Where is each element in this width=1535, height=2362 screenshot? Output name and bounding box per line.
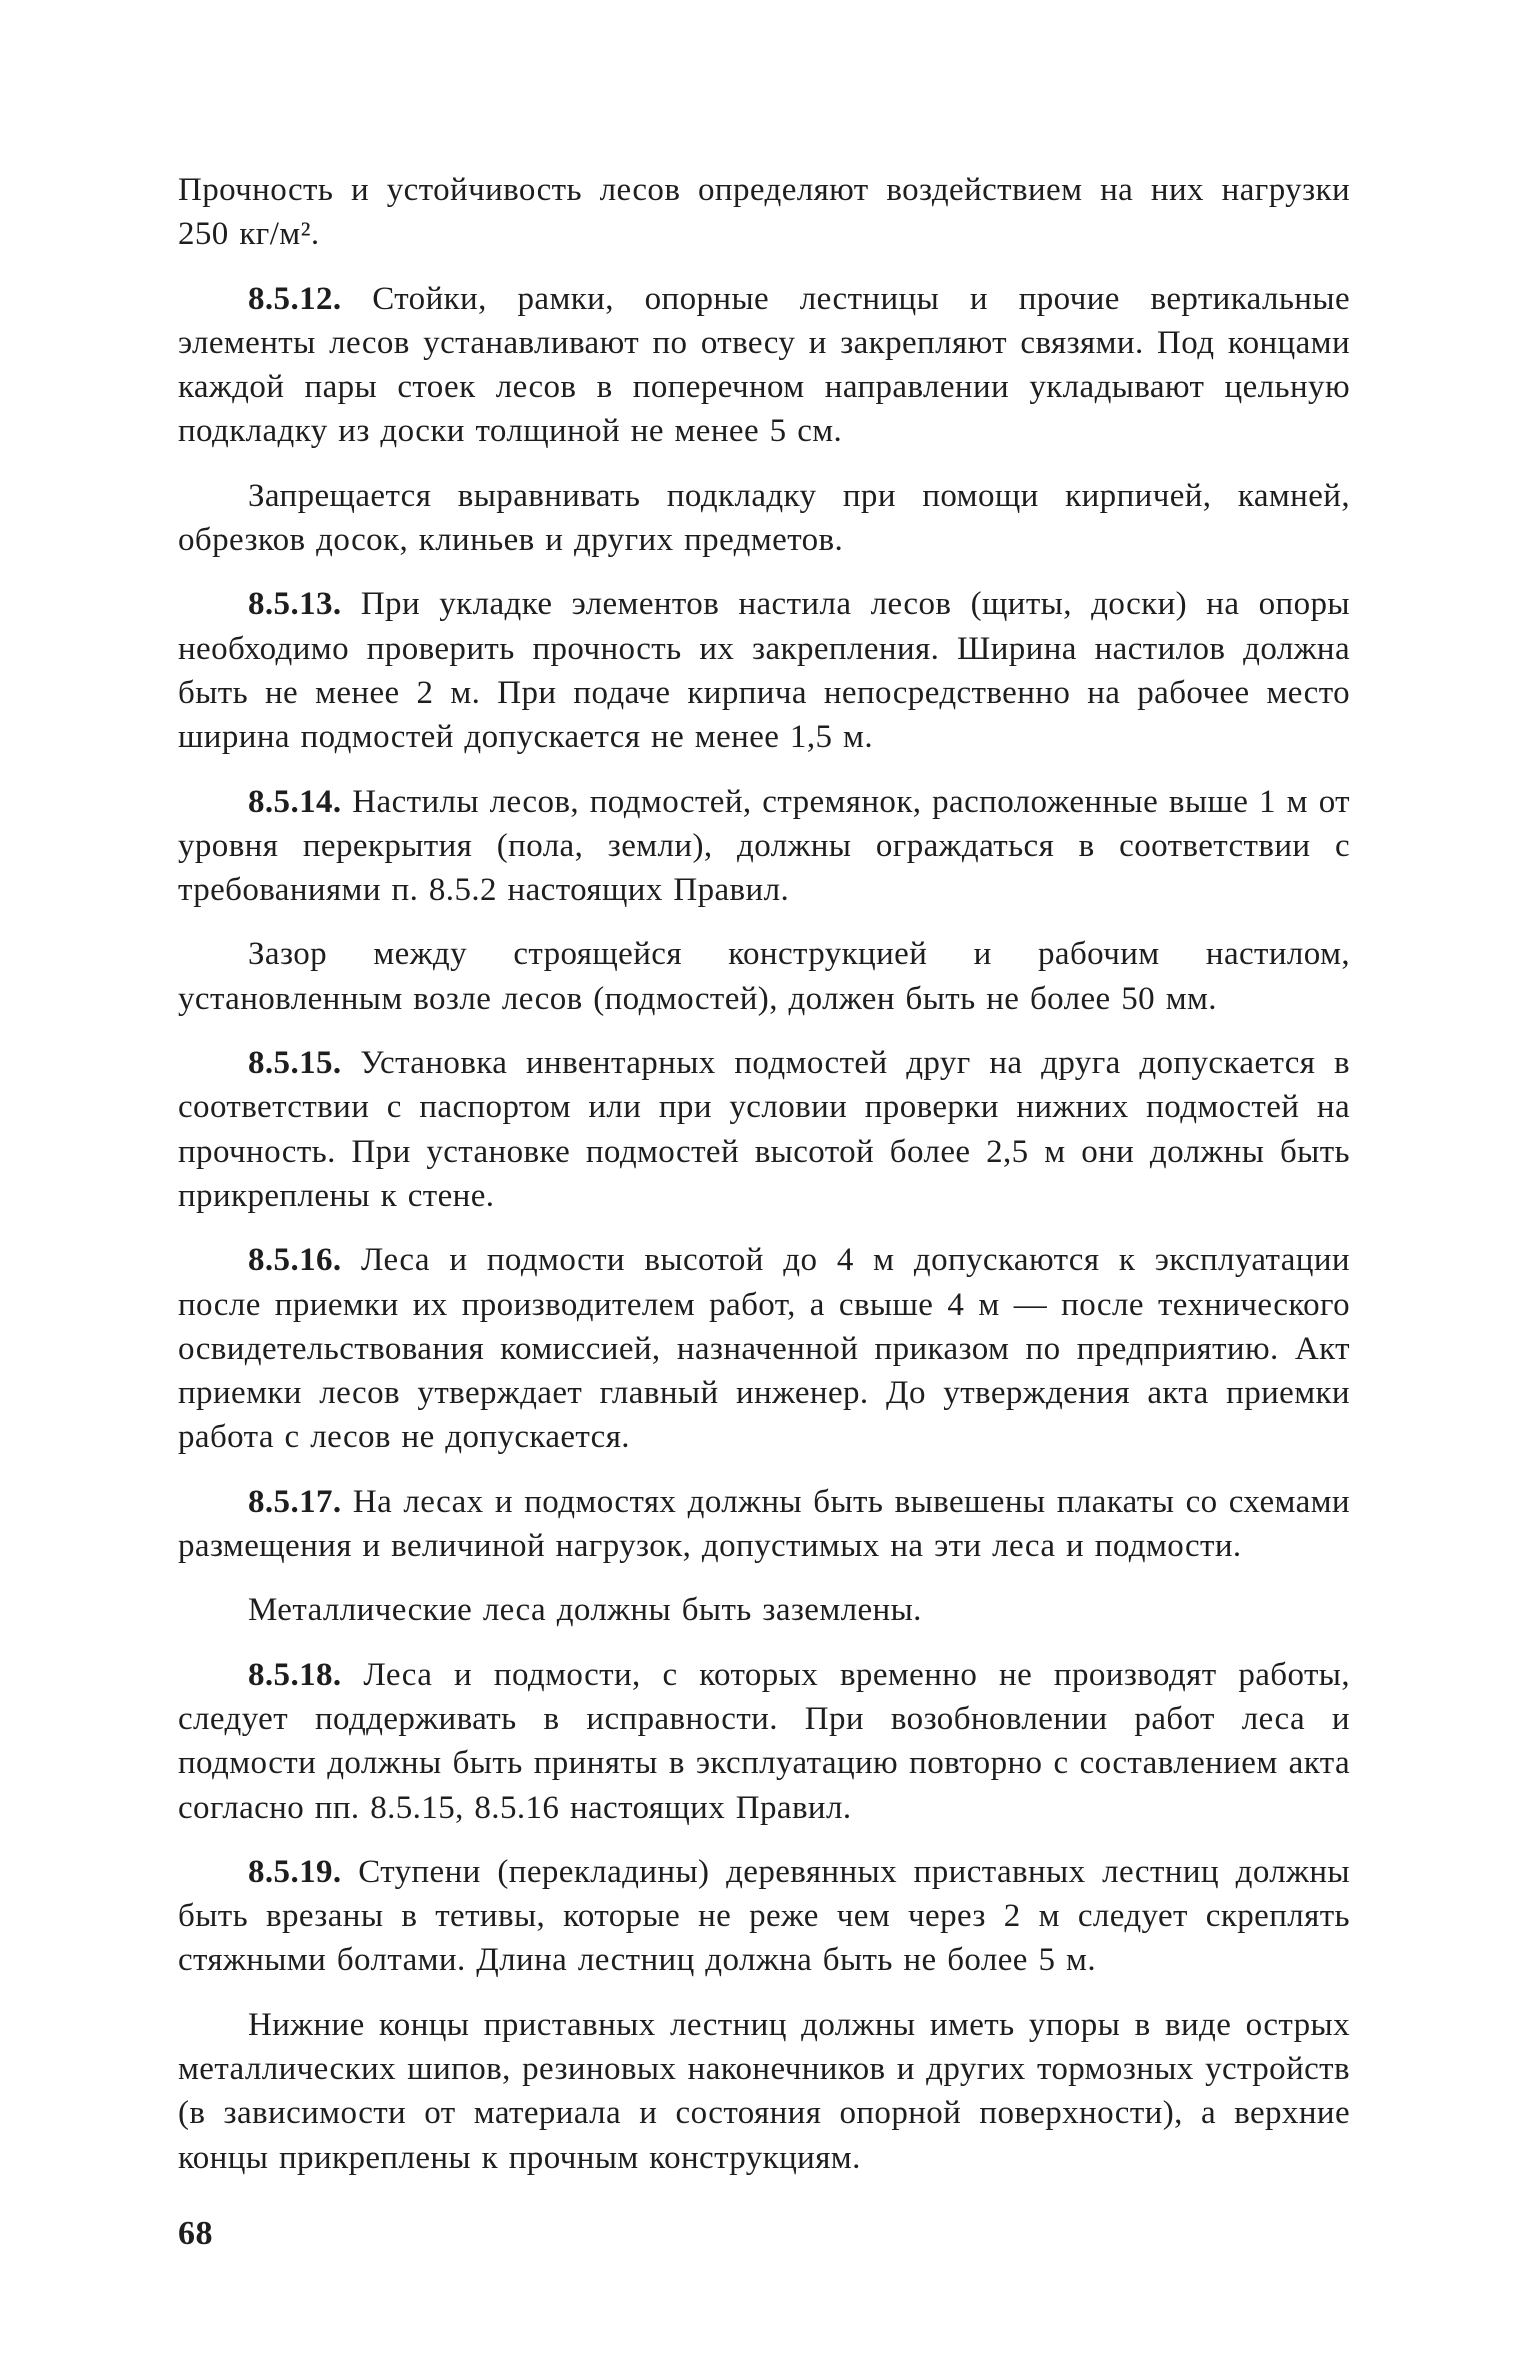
paragraph-8-5-18 [178,1653,1350,1830]
paragraph-8-5-15 [178,1041,1350,1218]
section-number: 8.5.19. [248,1853,342,1890]
paragraph-text: Нижние концы приставных лестниц должны иметь упоры в виде острых металлических шипов, резиновых наконечников и других тормозных устройств (в зависимости от материала и состояния опорной поверхности), а верхние концы прикреплены к прочным конструкциям. [178,2006,1350,2176]
paragraph-text: Установка инвентарных подмостей друг на друга допускается в соответствии с паспортом или при условии проверки нижних подмостей на прочность. При установке подмостей высотой более 2,5 м они должны быть прикреплены к стене. [178,1045,1350,1214]
section-number: 8.5.15. [248,1045,342,1082]
paragraph-text: Леса и подмости высотой до 4 м допускаются к эксплуатации после приемки их производителем работ, а свыше 4 м — после технического освидетельствования комиссией, назначенной приказом по предприятию. Акт приемки лесов утверждает главный инженер. До утверждения акта приемки работа с лесов не допускается. [178,1242,1350,1456]
paragraph-text: Настилы лесов, подмостей, стремянок, расположенные выше 1 м от уровня перекрытия (пола, земли), должны ограждаться в соответствии с требованиями п. 8.5.2 настоящих Правил. [178,783,1350,909]
page-number: 68 [178,2215,213,2252]
paragraph-text: Запрещается выравнивать подкладку при помощи кирпичей, камней, обрезков досок, клиньев и других предметов. [178,477,1350,559]
paragraph-ladder-ends [178,2003,1350,2180]
paragraph-8-5-12 [178,277,1350,454]
paragraph-8-5-13 [178,582,1350,759]
section-number: 8.5.13. [248,586,342,623]
paragraph-gap [178,932,1350,1021]
paragraph-text: Стойки, рамки, опорные лестницы и прочие вертикальные элементы лесов устанавливают по отвесу и закрепляют связями. Под концами каждой пары стоек лесов в поперечном направлении укладывают цельную подкладку из доски толщиной не менее 5 см. [178,280,1350,450]
section-number: 8.5.16. [248,1242,342,1279]
section-number: 8.5.18. [248,1656,342,1693]
paragraph-text: На лесах и подмостях должны быть вывешены плакаты со схемами размещения и величиной нагрузок, допустимых на эти леса и подмости. [178,1483,1350,1565]
paragraph-8-5-16 [178,1238,1350,1459]
section-number: 8.5.14. [248,783,342,820]
paragraph-load-strength [178,168,1350,257]
section-number: 8.5.17. [248,1483,342,1520]
paragraph-prohibition [178,474,1350,563]
paragraph-8-5-17 [178,1480,1350,1569]
paragraph-text: Прочность и устойчивость лесов определяют воздействием на них нагрузки 250 кг/м². [178,172,1350,253]
paragraph-text: Ступени (перекладины) деревянных приставных лестниц должны быть врезаны в тетивы, которые не реже чем через 2 м следует скреплять стяжными болтами. Длина лестниц должна быть не более 5 м. [178,1853,1350,1979]
document-page [178,168,1350,2200]
paragraph-8-5-19 [178,1850,1350,1983]
section-number: 8.5.12. [248,280,342,317]
paragraph-8-5-14 [178,780,1350,913]
paragraph-text: При укладке элементов настила лесов (щиты, доски) на опоры необходимо проверить прочность их закрепления. Ширина настилов должна быть не менее 2 м. При подаче кирпича непосредственно на рабочее место ширина подмостей допускается не менее 1,5 м. [178,586,1350,756]
paragraph-grounding [178,1588,1350,1632]
paragraph-text: Леса и подмости, с которых временно не производят работы, следует поддерживать в исправности. При возобновлении работ леса и подмости должны быть приняты в эксплуатацию повторно с составлением акта согласно пп. 8.5.15, 8.5.16 настоящих Правил. [178,1656,1350,1826]
paragraph-text: Зазор между строящейся конструкцией и рабочим настилом, установленным возле лесов (подмостей), должен быть не более 50 мм. [178,936,1350,1017]
paragraph-text: Металлические леса должны быть заземлены. [248,1592,922,1629]
